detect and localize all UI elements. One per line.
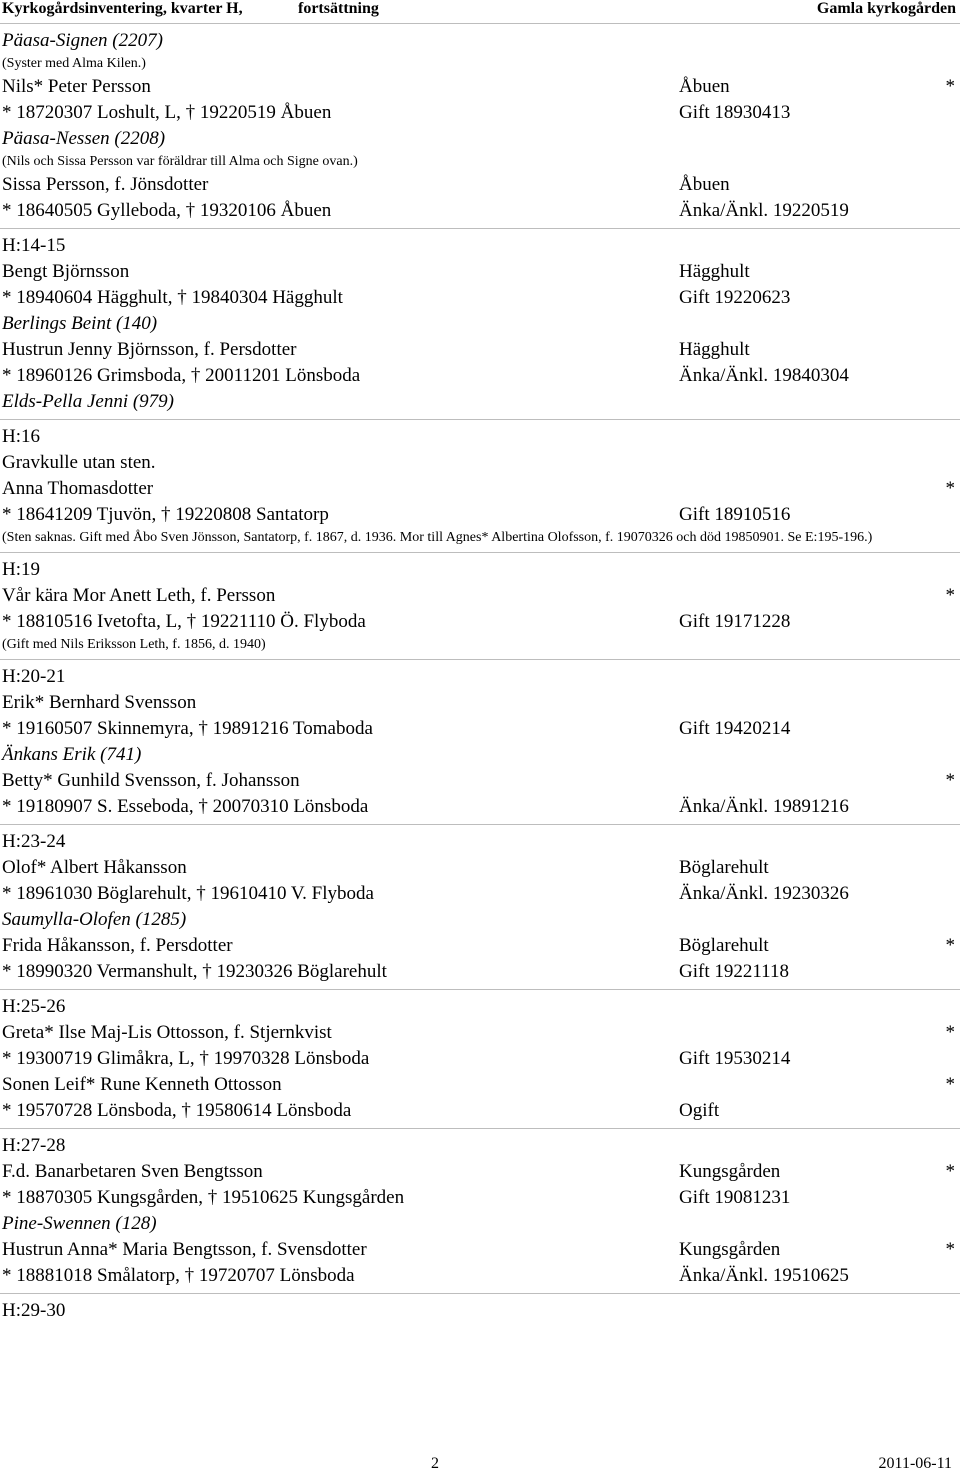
entry-text: Hustrun Anna* Maria Bengtsson, f. Svensdotter — [2, 1239, 367, 1260]
entry-status: Böglarehult — [679, 935, 769, 956]
entry-text: * 19570728 Lönsboda, † 19580614 Lönsboda — [2, 1100, 352, 1121]
entry-text: Anna Thomasdotter — [2, 478, 154, 499]
entry-text: * 19180907 S. Esseboda, † 20070310 Lönsboda — [2, 796, 369, 817]
entry-line — [0, 285, 960, 311]
header-subtitle: fortsättning — [298, 0, 379, 17]
entry-text: * 18720307 Loshult, L, † 19220519 Åbuen — [2, 102, 332, 123]
entry-status: Gift 19530214 — [679, 1048, 791, 1069]
star-mark: * — [945, 1161, 955, 1182]
entry-text: Olof* Albert Håkansson — [2, 857, 187, 878]
star-mark: * — [945, 935, 955, 956]
star-mark: * — [945, 585, 955, 606]
entry-status: Änka/Änkl. 19510625 — [679, 1265, 849, 1286]
print-date: 2011-06-11 — [878, 1455, 952, 1472]
entry-text: Erik* Bernhard Svensson — [2, 692, 197, 713]
entry-status: Gift 19420214 — [679, 718, 791, 739]
star-mark: * — [945, 1239, 955, 1260]
entry-line — [0, 389, 960, 415]
entry-status: Åbuen — [679, 76, 730, 97]
note-line: (Sten saknas. Gift med Åbo Sven Jönsson, Santatorp, f. 1867, d. 1936. Mor till Agnes* Albertina Olofsson, f. 19070326 och död 19850901. Se E:195-196.) — [2, 530, 873, 545]
star-mark: * — [945, 1074, 955, 1095]
entry-status: Hägghult — [679, 261, 750, 282]
entry-text: Gravkulle utan sten. — [2, 452, 156, 473]
entry-line — [0, 74, 960, 100]
entry-line — [0, 933, 960, 959]
entry-line — [0, 768, 960, 794]
entry-text: Päasa-Signen (2207) — [2, 30, 163, 51]
page-number: 2 — [431, 1455, 439, 1472]
entry-text: * 18940604 Hägghult, † 19840304 Hägghult — [2, 287, 343, 308]
section-heading: H:29-30 — [0, 1293, 960, 1324]
entry-text: * 18641209 Tjuvön, † 19220808 Santatorp — [2, 504, 329, 525]
entry-text: F.d. Banarbetaren Sven Bengtsson — [2, 1161, 263, 1182]
entry-status: Änka/Änkl. 19891216 — [679, 796, 849, 817]
entry-line — [0, 716, 960, 742]
entry-line — [0, 28, 960, 54]
entry-status: Ogift — [679, 1100, 720, 1121]
entry-text: Sonen Leif* Rune Kenneth Ottosson — [2, 1074, 282, 1095]
entry-text: Greta* Ilse Maj-Lis Ottosson, f. Stjernkvist — [2, 1022, 332, 1043]
section-heading: H:14-15 — [0, 228, 960, 259]
entry-line — [0, 794, 960, 820]
header-title: Kyrkogårdsinventering, kvarter H, — [2, 0, 243, 17]
entry-status: Kungsgården — [679, 1239, 781, 1260]
star-mark: * — [945, 1022, 955, 1043]
section-heading: H:27-28 — [0, 1128, 960, 1159]
entry-line — [0, 1159, 960, 1185]
entry-text: * 18640505 Gylleboda, † 19320106 Åbuen — [2, 200, 332, 221]
entry-line — [0, 855, 960, 881]
entry-line — [0, 311, 960, 337]
header-divider — [0, 23, 960, 24]
page-header — [0, 0, 960, 22]
entry-text: * 18810516 Ivetofta, L, † 19221110 Ö. Flyboda — [2, 611, 366, 632]
note-line: (Nils och Sissa Persson var föräldrar till Alma och Signe ovan.) — [2, 154, 358, 169]
entry-line — [0, 1072, 960, 1098]
entry-text: * 19300719 Glimåkra, L, † 19970328 Lönsboda — [2, 1048, 370, 1069]
entry-text: * 18990320 Vermanshult, † 19230326 Böglarehult — [2, 961, 387, 982]
star-mark: * — [945, 76, 955, 97]
entry-text: Pine-Swennen (128) — [2, 1213, 157, 1234]
entry-text: Bengt Björnsson — [2, 261, 130, 282]
entry-line — [0, 502, 960, 528]
entry-line — [0, 1211, 960, 1237]
entry-status: Gift 19221118 — [679, 961, 789, 982]
entry-text: Änkans Erik (741) — [2, 744, 142, 765]
entry-line — [0, 907, 960, 933]
entry-line — [0, 742, 960, 768]
entry-text: * 18870305 Kungsgården, † 19510625 Kungsgården — [2, 1187, 405, 1208]
entry-line — [0, 959, 960, 985]
entry-line — [0, 172, 960, 198]
entry-text: Frida Håkansson, f. Persdotter — [2, 935, 233, 956]
entry-status: Gift 18930413 — [679, 102, 791, 123]
entry-line — [0, 337, 960, 363]
entry-status: Gift 19171228 — [679, 611, 791, 632]
entry-status: Gift 18910516 — [679, 504, 791, 525]
entry-line — [0, 198, 960, 224]
entry-line — [0, 1263, 960, 1289]
entry-line — [0, 583, 960, 609]
entry-line — [0, 126, 960, 152]
entry-status: Böglarehult — [679, 857, 769, 878]
entry-text: * 19160507 Skinnemyra, † 19891216 Tomaboda — [2, 718, 373, 739]
section-heading: H:20-21 — [0, 659, 960, 690]
entry-line — [0, 100, 960, 126]
section-heading: H:23-24 — [0, 824, 960, 855]
entry-text: Betty* Gunhild Svensson, f. Johansson — [2, 770, 300, 791]
entry-line — [0, 1046, 960, 1072]
entry-line — [0, 476, 960, 502]
entry-text: Saumylla-Olofen (1285) — [2, 909, 187, 930]
entry-status: Hägghult — [679, 339, 750, 360]
entry-text: Nils* Peter Persson — [2, 76, 151, 97]
entry-line — [0, 1237, 960, 1263]
entry-line — [0, 690, 960, 716]
section-heading: H:16 — [0, 419, 960, 450]
section-heading: H:25-26 — [0, 989, 960, 1020]
entry-line — [0, 450, 960, 476]
header-cemetery: Gamla kyrkogården — [816, 0, 956, 17]
entry-line — [0, 363, 960, 389]
entry-text: Berlings Beint (140) — [2, 313, 158, 334]
entry-text: Hustrun Jenny Björnsson, f. Persdotter — [2, 339, 297, 360]
entry-text: Elds-Pella Jenni (979) — [2, 391, 175, 412]
entry-text: Vår kära Mor Anett Leth, f. Persson — [2, 585, 276, 606]
entry-status: Änka/Änkl. 19840304 — [679, 365, 849, 386]
entry-status: Gift 19220623 — [679, 287, 791, 308]
entry-line — [0, 1185, 960, 1211]
section-heading: H:19 — [0, 552, 960, 583]
entry-status: Änka/Änkl. 19220519 — [679, 200, 849, 221]
note-line: (Gift med Nils Eriksson Leth, f. 1856, d. 1940) — [2, 637, 266, 652]
star-mark: * — [945, 478, 955, 499]
entry-status: Kungsgården — [679, 1161, 781, 1182]
entry-text: * 18881018 Smålatorp, † 19720707 Lönsboda — [2, 1265, 355, 1286]
entry-text: Sissa Persson, f. Jönsdotter — [2, 174, 209, 195]
entry-text: Päasa-Nessen (2208) — [2, 128, 166, 149]
entry-text: * 18960126 Grimsboda, † 20011201 Lönsboda — [2, 365, 361, 386]
entry-line — [0, 1020, 960, 1046]
entry-line — [0, 1098, 960, 1124]
entry-line — [0, 259, 960, 285]
grave-register — [0, 28, 960, 1324]
entry-status: Gift 19081231 — [679, 1187, 791, 1208]
entry-line — [0, 609, 960, 635]
entry-line — [0, 881, 960, 907]
entry-text: * 18961030 Böglarehult, † 19610410 V. Flyboda — [2, 883, 374, 904]
entry-status: Änka/Änkl. 19230326 — [679, 883, 849, 904]
entry-status: Åbuen — [679, 174, 730, 195]
star-mark: * — [945, 770, 955, 791]
note-line: (Syster med Alma Kilen.) — [2, 56, 146, 71]
